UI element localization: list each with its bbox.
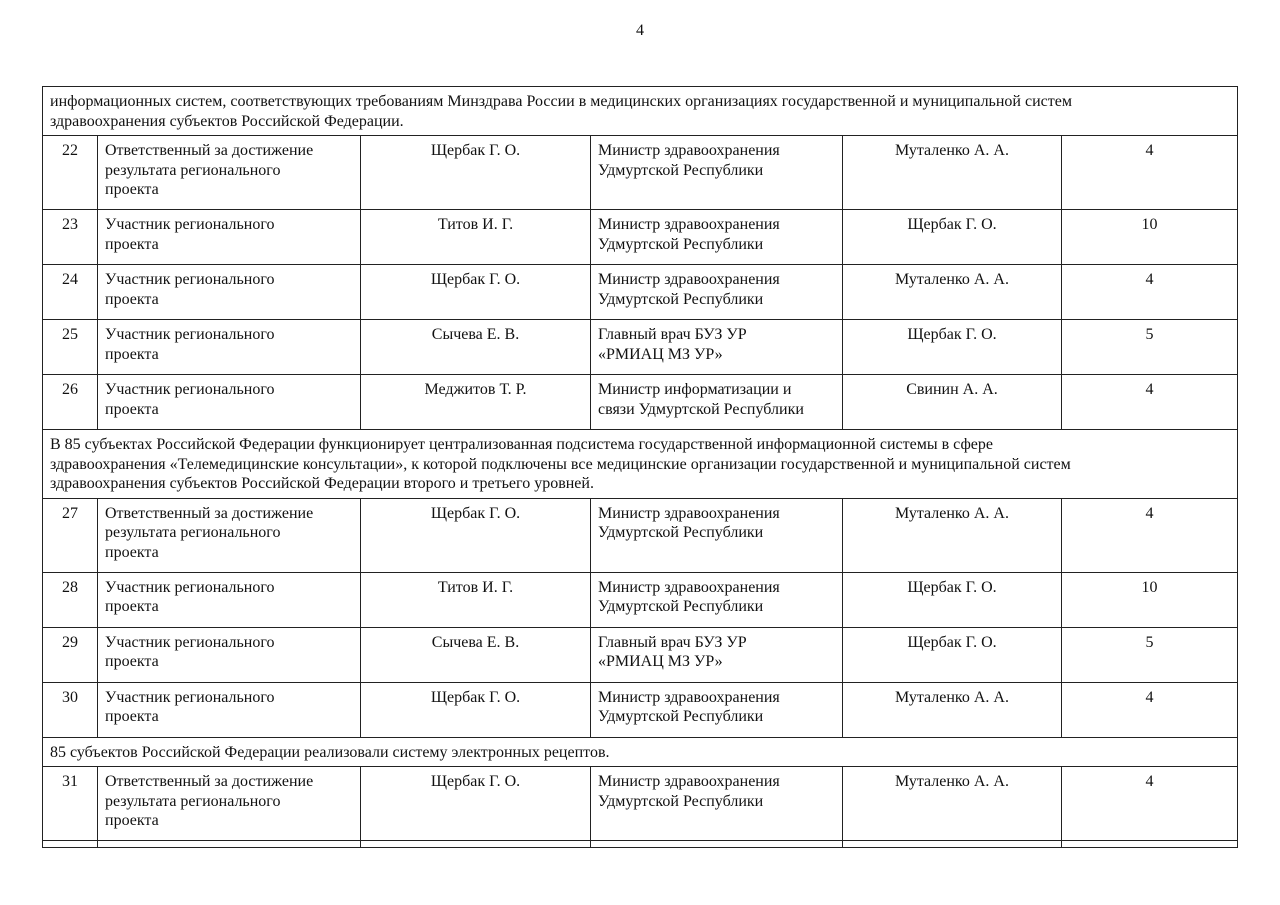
table-row — [43, 572, 1238, 627]
section-row — [43, 430, 1238, 499]
person-name: Меджитов Т. Р. — [361, 375, 591, 430]
section-text-line: здравоохранения субъектов Российской Федерации второго и третьего уровней. — [50, 475, 594, 492]
position-line: Удмуртской Республики — [598, 290, 764, 308]
person-name: Титов И. Г. — [361, 572, 591, 627]
table-row — [43, 498, 1238, 572]
person-name: Щербак Г. О. — [361, 265, 591, 320]
position-cell — [591, 572, 843, 627]
supervisor-name: Муталенко А. А. — [843, 767, 1062, 841]
supervisor-name: Свинин А. А. — [843, 375, 1062, 430]
workload-value: 4 — [1062, 136, 1238, 210]
workload-value: 10 — [1062, 210, 1238, 265]
empty-cell — [591, 841, 843, 848]
section-text-line: 85 субъектов Российской Федерации реализовали систему электронных рецептов. — [50, 743, 610, 761]
table-row — [43, 210, 1238, 265]
position-line: Министр здравоохранения — [598, 504, 780, 522]
position-line: Министр здравоохранения — [598, 773, 780, 790]
table-row — [43, 767, 1238, 841]
position-line: Удмуртской Республики — [598, 598, 764, 615]
table-row — [43, 320, 1238, 375]
role-line: Участник регионального — [105, 271, 275, 288]
position-cell — [591, 682, 843, 737]
role-cell — [98, 210, 361, 265]
row-number: 29 — [43, 627, 98, 682]
table-row — [43, 627, 1238, 682]
role-cell — [98, 767, 361, 841]
table-row — [43, 682, 1238, 737]
empty-cell — [843, 841, 1062, 848]
role-cell — [98, 265, 361, 320]
role-line: проекта — [105, 598, 159, 615]
empty-cell — [98, 841, 361, 848]
position-line: Главный врач БУЗ УР — [598, 326, 747, 343]
workload-value: 4 — [1062, 498, 1238, 572]
role-line: Участник регионального — [105, 216, 275, 233]
row-number: 24 — [43, 265, 98, 320]
role-cell — [98, 572, 361, 627]
position-line: Удмуртской Республики — [598, 792, 764, 810]
role-line: Ответственный за достижение — [105, 142, 314, 159]
role-line: проекта — [105, 708, 159, 725]
position-line: Удмуртской Республики — [598, 524, 764, 541]
position-line: Министр здравоохранения — [598, 688, 780, 706]
role-line: результата регионального — [105, 161, 281, 179]
supervisor-name: Щербак Г. О. — [843, 210, 1062, 265]
role-cell — [98, 320, 361, 375]
position-cell — [591, 265, 843, 320]
position-line: связи Удмуртской Республики — [598, 400, 804, 418]
responsibility-table — [42, 86, 1238, 848]
table-body — [43, 87, 1238, 848]
role-line: проекта — [105, 290, 159, 308]
section-row — [43, 737, 1238, 767]
row-number: 22 — [43, 136, 98, 210]
section-text-line: здравоохранения «Телемедицинские консультации», к которой подключены все медицинские организации государственной и муниципальной систем — [50, 455, 1071, 473]
section-text-line: информационных систем, соответствующих требованиям Минздрава России в медицинских организациях государственной и муниципальной систем — [50, 93, 1072, 110]
supervisor-name: Щербак Г. О. — [843, 320, 1062, 375]
role-line: проекта — [105, 812, 159, 829]
supervisor-name: Щербак Г. О. — [843, 572, 1062, 627]
person-name: Щербак Г. О. — [361, 136, 591, 210]
person-name: Сычева Е. В. — [361, 320, 591, 375]
role-line: Ответственный за достижение — [105, 773, 314, 790]
role-line: проекта — [105, 235, 159, 253]
position-line: Министр здравоохранения — [598, 578, 780, 596]
role-cell — [98, 136, 361, 210]
position-cell — [591, 498, 843, 572]
section-row — [43, 87, 1238, 136]
position-cell — [591, 375, 843, 430]
section-text-line: В 85 субъектах Российской Федерации функционирует централизованная подсистема государственной информационной системы в сфере — [50, 436, 994, 453]
section-text — [43, 737, 1238, 767]
workload-value: 5 — [1062, 627, 1238, 682]
row-number: 27 — [43, 498, 98, 572]
page-number: 4 — [636, 22, 644, 39]
position-cell — [591, 627, 843, 682]
role-cell — [98, 682, 361, 737]
role-line: Участник регионального — [105, 381, 275, 398]
role-line: Участник регионального — [105, 326, 275, 343]
position-line: Главный врач БУЗ УР — [598, 633, 747, 651]
role-line: проекта — [105, 653, 159, 670]
supervisor-name: Муталенко А. А. — [843, 682, 1062, 737]
workload-value: 5 — [1062, 320, 1238, 375]
supervisor-name: Муталенко А. А. — [843, 136, 1062, 210]
person-name: Щербак Г. О. — [361, 498, 591, 572]
section-text — [43, 430, 1238, 499]
position-line: Удмуртской Республики — [598, 708, 764, 725]
table-row — [43, 375, 1238, 430]
workload-value: 10 — [1062, 572, 1238, 627]
empty-cell — [361, 841, 591, 848]
empty-cell — [43, 841, 98, 848]
section-text — [43, 87, 1238, 136]
role-line: результата регионального — [105, 792, 281, 810]
position-line: Министр здравоохранения — [598, 142, 780, 159]
workload-value: 4 — [1062, 682, 1238, 737]
supervisor-name: Щербак Г. О. — [843, 627, 1062, 682]
position-line: «РМИАЦ МЗ УР» — [598, 345, 723, 363]
empty-cell — [1062, 841, 1238, 848]
person-name: Сычева Е. В. — [361, 627, 591, 682]
position-cell — [591, 767, 843, 841]
row-number: 31 — [43, 767, 98, 841]
role-line: проекта — [105, 543, 159, 561]
position-line: Министр информатизации и — [598, 381, 792, 398]
supervisor-name: Муталенко А. А. — [843, 498, 1062, 572]
person-name: Щербак Г. О. — [361, 767, 591, 841]
empty-row — [43, 841, 1238, 848]
person-name: Титов И. Г. — [361, 210, 591, 265]
workload-value: 4 — [1062, 767, 1238, 841]
role-line: Участник регионального — [105, 578, 275, 596]
role-line: проекта — [105, 181, 159, 198]
row-number: 23 — [43, 210, 98, 265]
role-line: Участник регионального — [105, 688, 275, 706]
role-line: проекта — [105, 400, 159, 418]
position-cell — [591, 320, 843, 375]
table-row — [43, 265, 1238, 320]
role-line: результата регионального — [105, 524, 281, 541]
position-line: Удмуртской Республики — [598, 235, 764, 253]
row-number: 28 — [43, 572, 98, 627]
role-cell — [98, 498, 361, 572]
row-number: 26 — [43, 375, 98, 430]
row-number: 30 — [43, 682, 98, 737]
role-cell — [98, 627, 361, 682]
row-number: 25 — [43, 320, 98, 375]
role-cell — [98, 375, 361, 430]
role-line: Участник регионального — [105, 633, 275, 651]
workload-value: 4 — [1062, 265, 1238, 320]
position-line: Министр здравоохранения — [598, 271, 780, 288]
person-name: Щербак Г. О. — [361, 682, 591, 737]
role-line: проекта — [105, 345, 159, 363]
supervisor-name: Муталенко А. А. — [843, 265, 1062, 320]
position-cell — [591, 210, 843, 265]
position-line: Министр здравоохранения — [598, 216, 780, 233]
role-line: Ответственный за достижение — [105, 504, 314, 522]
position-line: «РМИАЦ МЗ УР» — [598, 653, 723, 670]
section-text-line: здравоохранения субъектов Российской Федерации. — [50, 112, 404, 130]
position-cell — [591, 136, 843, 210]
table-row — [43, 136, 1238, 210]
workload-value: 4 — [1062, 375, 1238, 430]
position-line: Удмуртской Республики — [598, 161, 764, 179]
